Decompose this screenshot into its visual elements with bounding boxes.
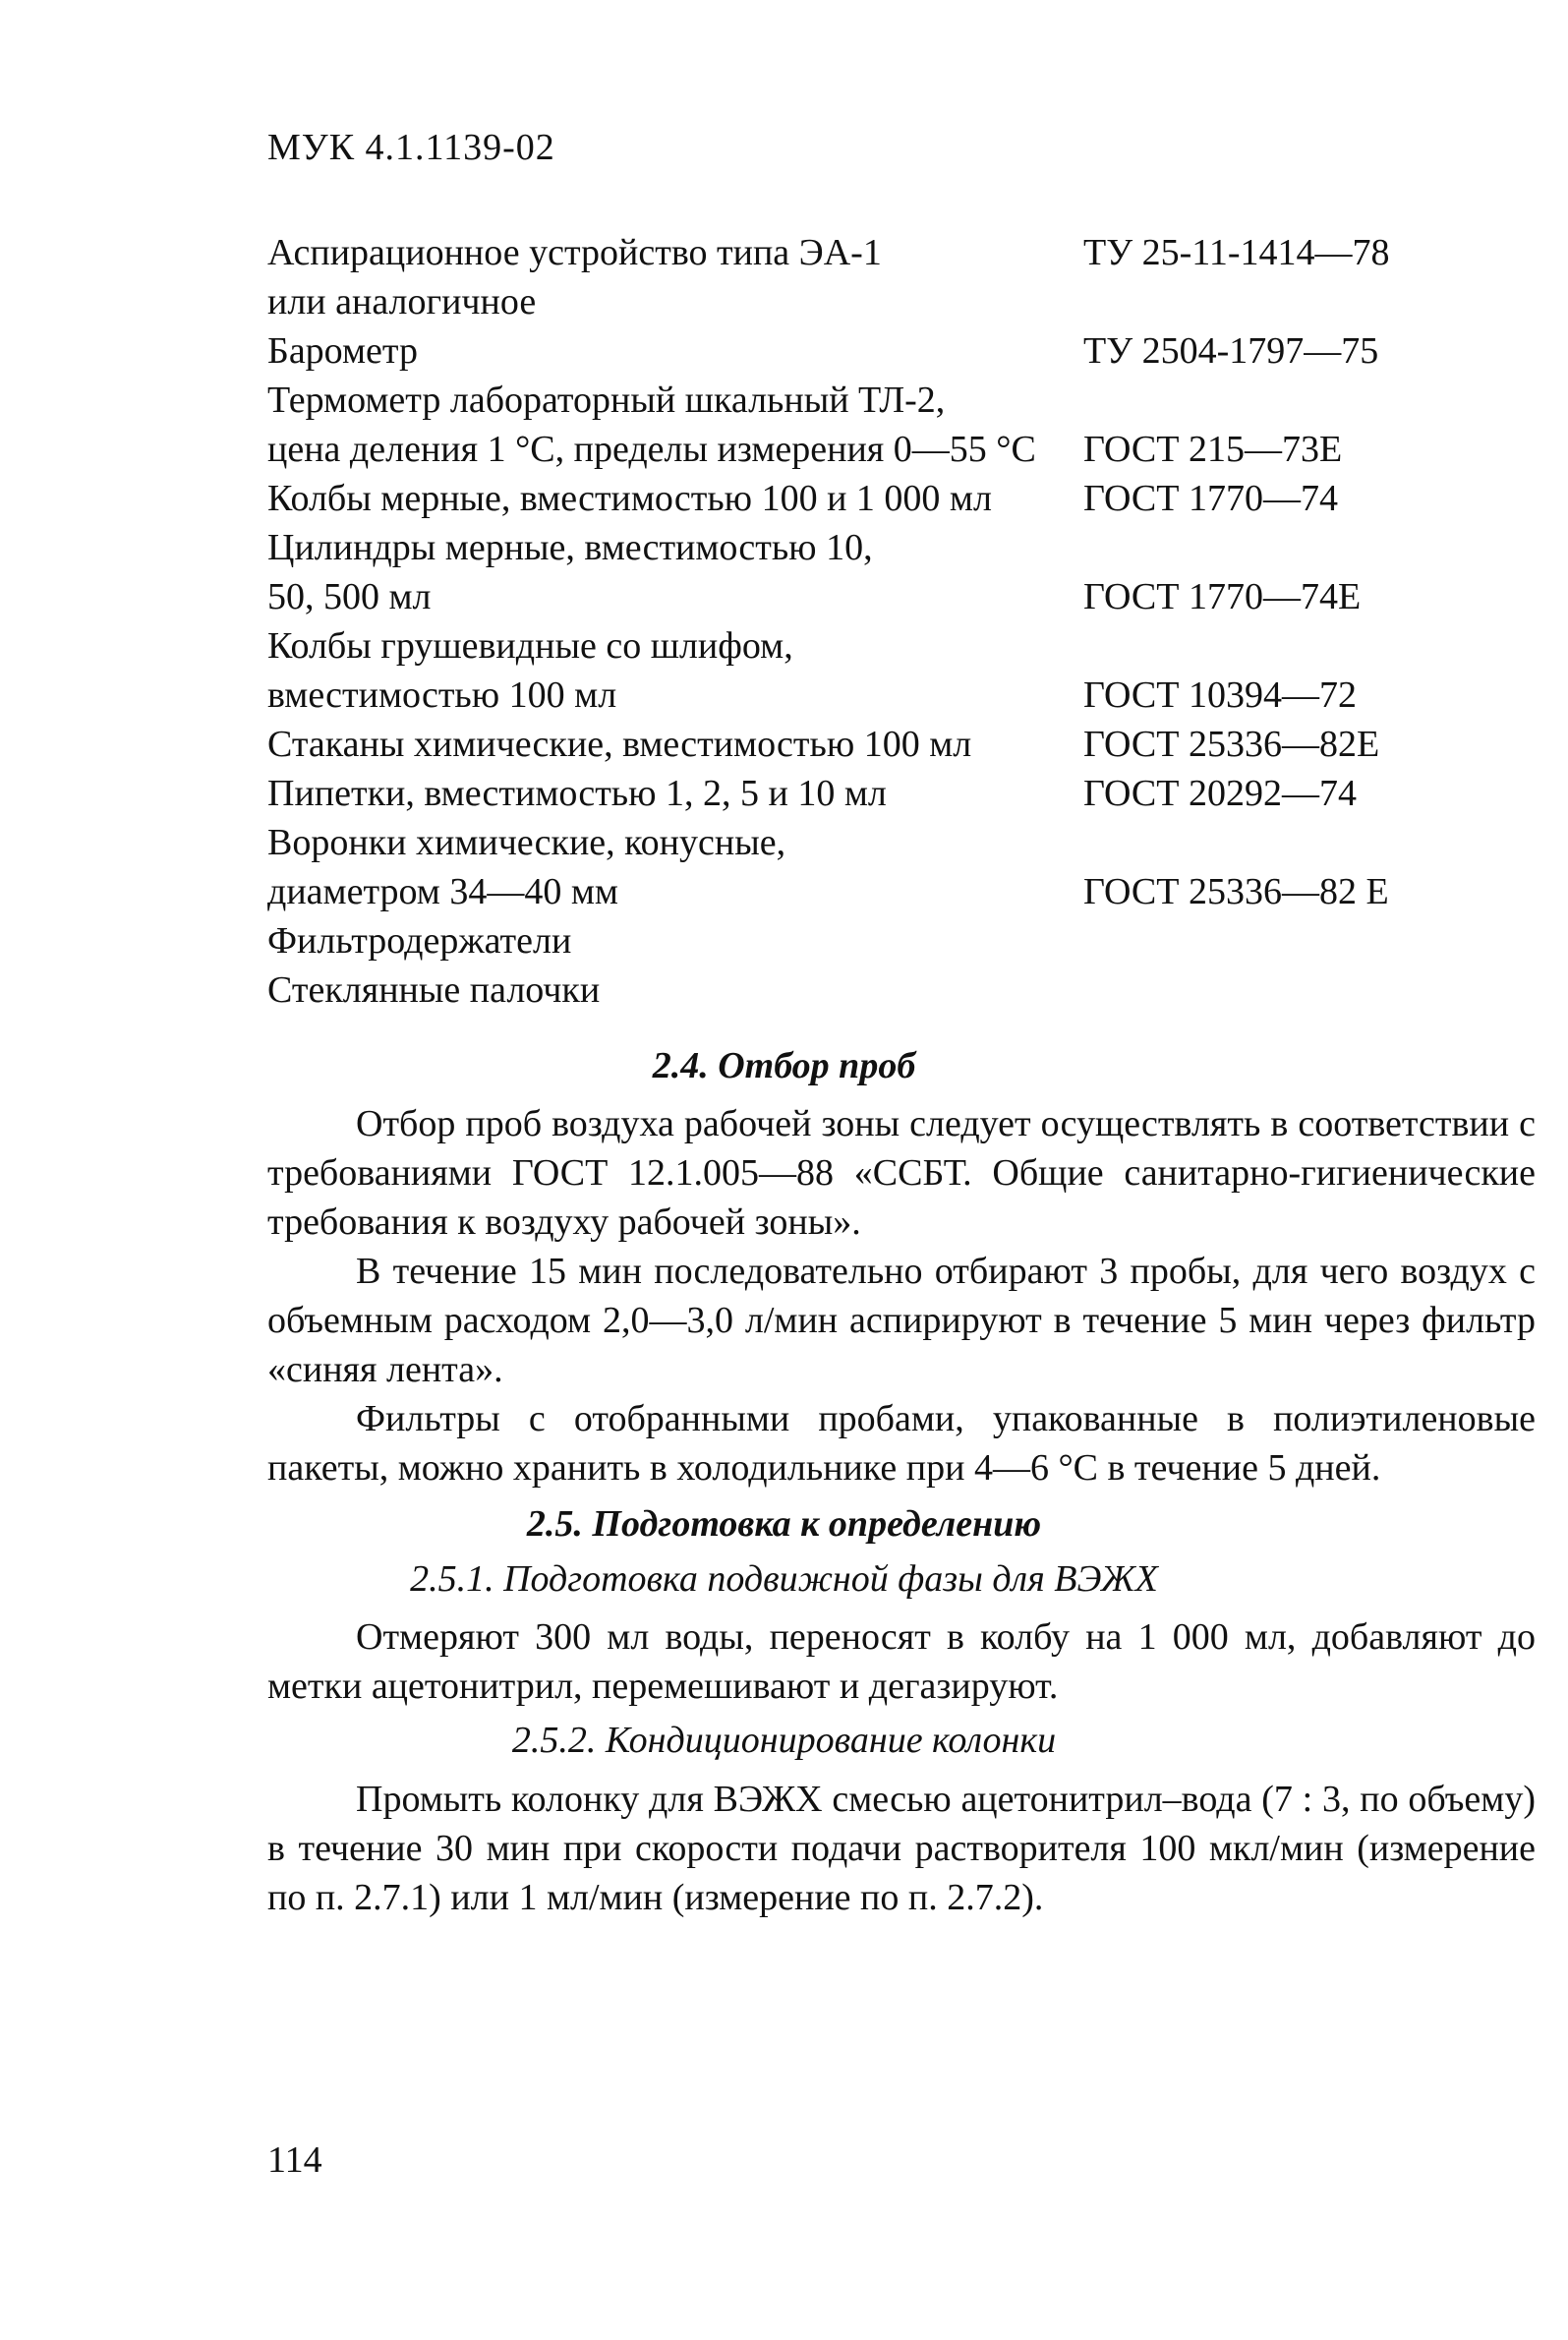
equipment-standard: ГОСТ 25336—82 Е [1083,871,1389,912]
equipment-standard: ГОСТ 25336—82Е [1083,724,1380,765]
equipment-standard: ГОСТ 1770—74 [1083,478,1338,519]
equipment-standard: ГОСТ 215—73Е [1083,429,1343,470]
equipment-name: диаметром 34—40 мм [267,871,618,912]
equipment-name: цена деления 1 °С, пределы измерения 0—55 °С [267,429,1036,470]
equipment-row [267,326,1447,376]
subsection-title-mobile-phase: 2.5.1. Подготовка подвижной фазы для ВЭЖХ [410,1558,1158,1600]
equipment-name: 50, 500 мл [267,576,432,617]
equipment-row [267,671,1447,720]
equipment-row [267,474,1447,523]
equipment-name: Термометр лабораторный шкальный ТЛ-2, [267,380,946,421]
equipment-row [267,965,1447,1015]
equipment-row [267,523,1447,572]
equipment-name: Пипетки, вместимостью 1, 2, 5 и 10 мл [267,773,887,814]
equipment-name: Цилиндры мерные, вместимостью 10, [267,527,873,568]
equipment-row [267,916,1447,965]
equipment-row [267,769,1447,818]
paragraph: Отбор проб воздуха рабочей зоны следует осуществлять в соответствии с требованиями ГОСТ 12.1.005—88 «ССБТ. Общие санитарно-гигиенические требования к воздуху рабочей зоны». [267,1103,1536,1243]
paragraph: Отмеряют 300 мл воды, переносят в колбу на 1 000 мл, добавляют до метки ацетонитрил, перемешивают и дегазируют. [267,1616,1536,1707]
equipment-row [267,277,1447,326]
paragraph: Фильтры с отобранными пробами, упакованные в полиэтиленовые пакеты, можно хранить в холодильнике при 4—6 °С в течение 5 дней. [267,1398,1536,1489]
equipment-name: Барометр [267,330,418,372]
equipment-name: вместимостью 100 мл [267,674,617,716]
equipment-standard: ГОСТ 1770—74Е [1083,576,1362,617]
equipment-name: Фильтродержатели [267,920,572,962]
equipment-row [267,228,1447,277]
equipment-name: или аналогичное [267,281,537,322]
equipment-row [267,621,1447,671]
equipment-row [267,818,1447,867]
page-number: 114 [267,2139,322,2181]
equipment-standard: ТУ 25-11-1414—78 [1083,232,1390,273]
equipment-name: Аспирационное устройство типа ЭА-1 [267,232,882,273]
equipment-row [267,867,1447,916]
paragraph: В течение 15 мин последовательно отбирают 3 пробы, для чего воздух с объемным расходом 2,0—3,0 л/мин аспирируют в течение 5 мин через фильтр «синяя лента». [267,1251,1536,1390]
equipment-standard: ГОСТ 20292—74 [1083,773,1357,814]
paragraph: Промыть колонку для ВЭЖХ смесью ацетонитрил–вода (7 : 3, по объему) в течение 30 мин при скорости подачи растворителя 100 мкл/мин (измерение по п. 2.7.1) или 1 мл/мин (измерение по п. 2.7.2). [267,1779,1536,1918]
equipment-list [267,228,1447,1015]
equipment-row [267,720,1447,769]
equipment-name: Колбы грушевидные со шлифом, [267,625,793,667]
equipment-name: Воронки химические, конусные, [267,822,786,863]
equipment-standard: ТУ 2504-1797—75 [1083,330,1379,372]
equipment-name: Колбы мерные, вместимостью 100 и 1 000 мл [267,478,992,519]
subsection-title-column-conditioning: 2.5.2. Кондиционирование колонки [511,1720,1057,1761]
equipment-standard: ГОСТ 10394—72 [1083,674,1357,716]
equipment-name: Стаканы химические, вместимостью 100 мл [267,724,972,765]
equipment-row [267,425,1447,474]
section-title-sampling: 2.4. Отбор проб [652,1045,916,1086]
equipment-row [267,572,1447,621]
section-title-preparation: 2.5. Подготовка к определению [526,1503,1042,1545]
equipment-row [267,376,1447,425]
equipment-name: Стеклянные палочки [267,969,601,1011]
document-header: МУК 4.1.1139-02 [267,127,555,168]
